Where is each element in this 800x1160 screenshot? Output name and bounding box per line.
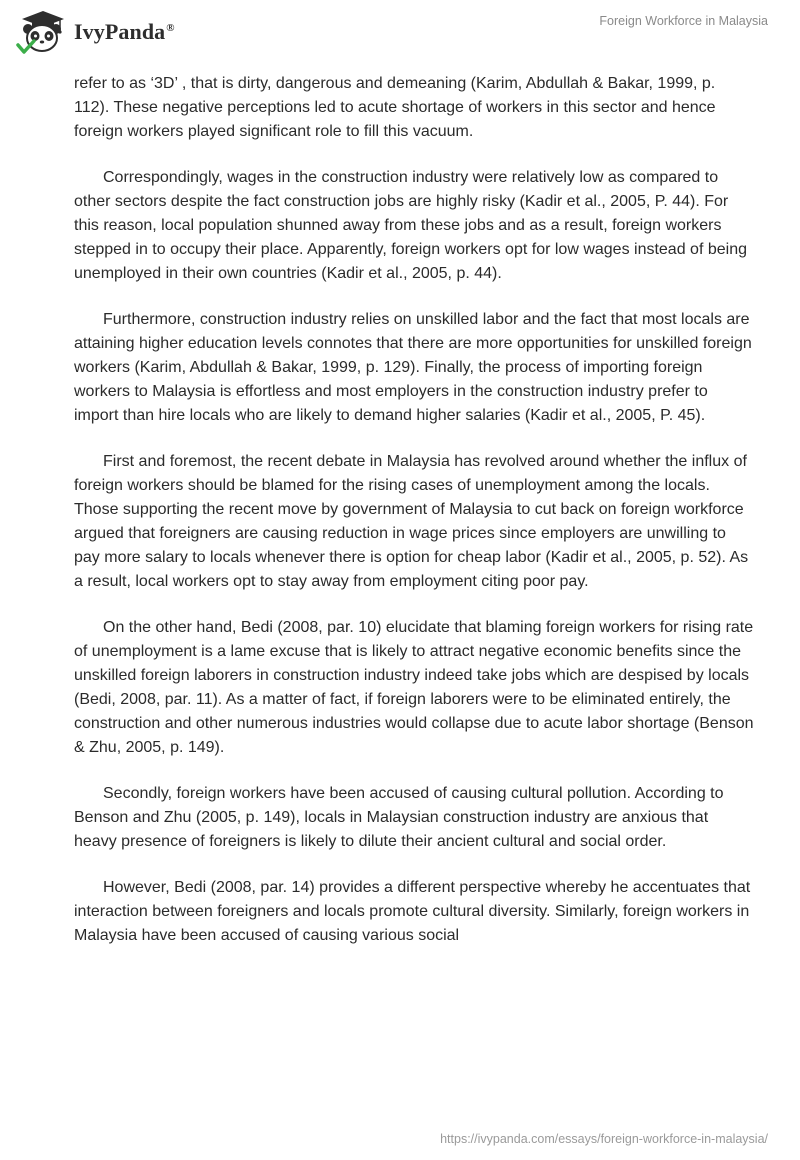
- paragraph: Furthermore, construction industry relies on unskilled labor and the fact that most locals are attaining higher education levels connotes that there are more opportunities for unskilled foreign workers (Karim, Abdullah & Bakar, 1999, p. 129). Finally, the process of importing foreign workers to Malaysia is effortless and most employers in the construction industry prefer to import than hire locals who are likely to demand higher salaries (Kadir et al., 2005, P. 45).: [74, 311, 752, 424]
- document-title: Foreign Workforce in Malaysia: [599, 14, 768, 28]
- essay-body: [74, 72, 754, 970]
- paragraph: However, Bedi (2008, par. 14) provides a different perspective whereby he accentuates that interaction between foreigners and locals promote cultural diversity. Similarly, foreign workers in Malaysia have been accused of causing various social: [74, 879, 751, 944]
- paragraph: Correspondingly, wages in the construction industry were relatively low as compared to other sectors despite the fact construction jobs are highly risky (Kadir et al., 2005, P. 44). For this reason, local population shunned away from these jobs and as a result, foreign workers stepped in to occupy their place. Apparently, foreign workers opt for low wages instead of being unemployed in their own countries (Kadir et al., 2005, p. 44).: [74, 169, 747, 282]
- source-url[interactable]: https://ivypanda.com/essays/foreign-workforce-in-malaysia/: [440, 1132, 768, 1146]
- paragraph: First and foremost, the recent debate in Malaysia has revolved around whether the influx of foreign workers should be blamed for the rising cases of unemployment among the locals. Those supporting the recent move by government of Malaysia to cut back on foreign workforce argued that foreigners are causing reduction in wage prices since employers are unwilling to pay more salary to locals whenever there is option for cheap labor (Kadir et al., 2005, p. 52). As a result, local workers opt to stay away from employment citing poor pay.: [74, 453, 749, 590]
- panda-logo-icon: [14, 7, 70, 55]
- paragraph: Secondly, foreign workers have been accused of causing cultural pollution. According to Benson and Zhu (2005, p. 149), locals in Malaysian construction industry are anxious that heavy presence of foreigners is likely to dilute their ancient cultural and social order.: [74, 785, 724, 850]
- registered-mark: ®: [166, 21, 175, 34]
- paragraph: On the other hand, Bedi (2008, par. 10) elucidate that blaming foreign workers for rising rate of unemployment is a lame excuse that is likely to attract negative economic benefits since the unskilled foreign laborers in construction industry indeed take jobs which are despised by locals (Bedi, 2008, par. 11). As a matter of fact, if foreign laborers were to be eliminated entirely, the construction and other numerous industries would collapse due to acute labor shortage (Benson & Zhu, 2005, p. 149).: [74, 619, 754, 756]
- brand-logo[interactable]: [14, 7, 175, 55]
- page-header: [0, 0, 800, 60]
- brand-name: IvyPanda®: [74, 19, 175, 44]
- paragraph: refer to as ‘3D’ , that is dirty, dangerous and demeaning (Karim, Abdullah & Bakar, 1999, p. 112). These negative perceptions led to acute shortage of workers in this sector and hence foreign workers played significant role to fill this vacuum.: [74, 75, 716, 140]
